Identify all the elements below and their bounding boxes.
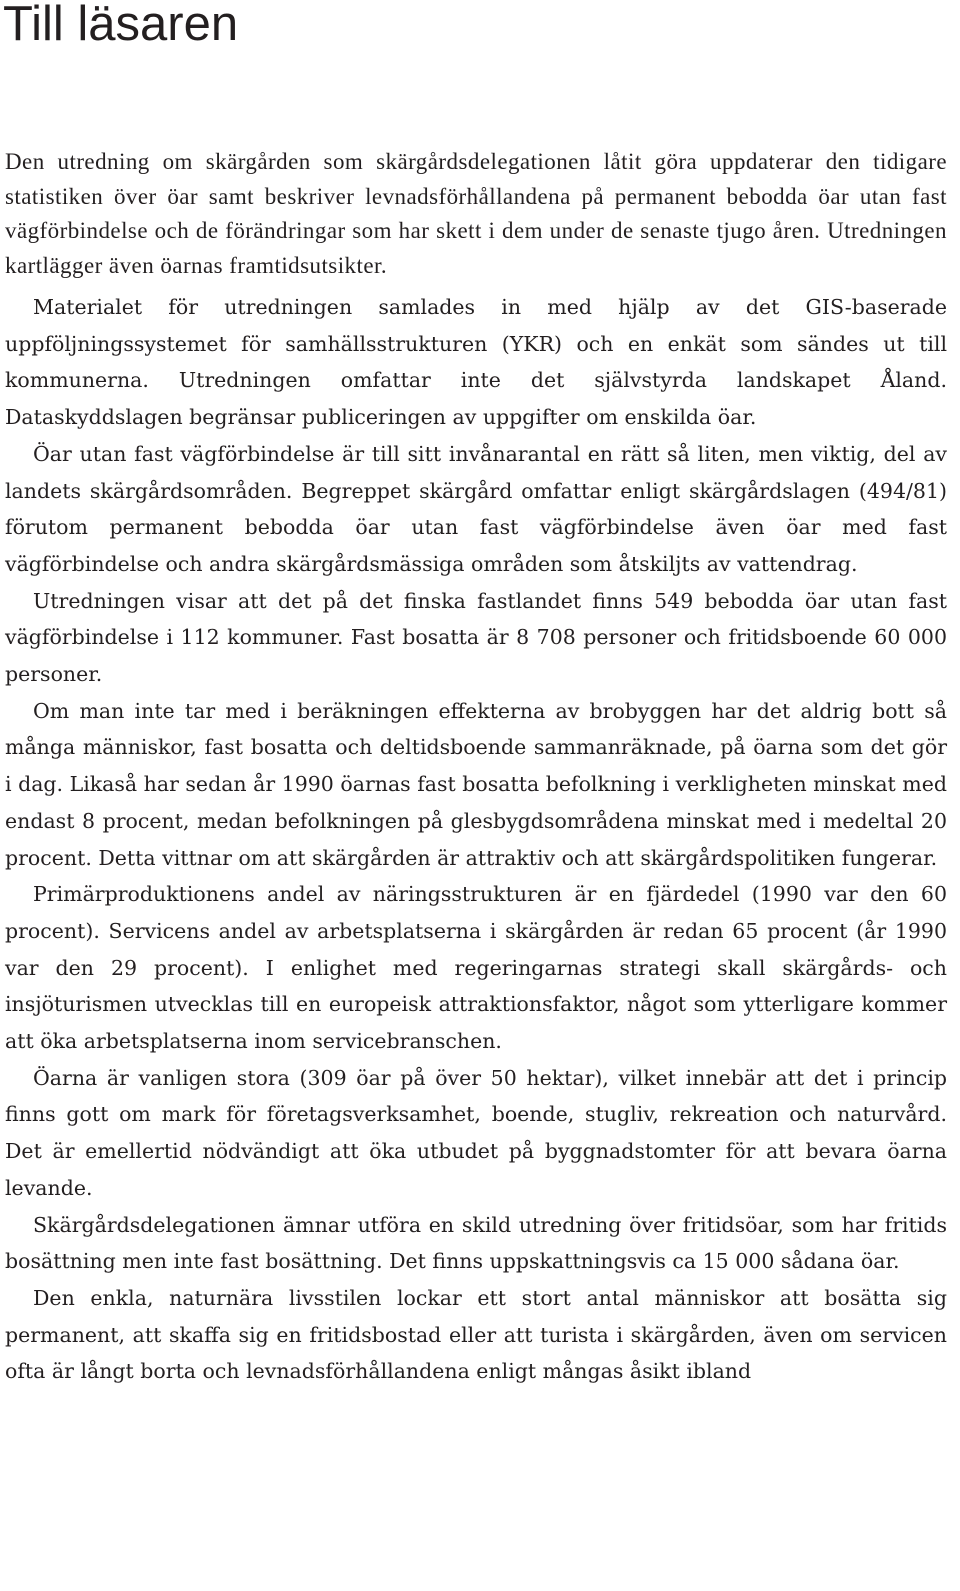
paragraph-lifestyle: Den enkla, naturnära livsstilen lockar ett stort antal människor att bosätta sig permanent, att skaffa sig en fritidsbostad eller att turista i skärgården, även om servicen ofta är långt borta och levnadsförhållandena enligt mångas åsikt ibland bbox=[5, 1285, 947, 1384]
paragraph-island-size: Öarna är vanligen stora (309 öar på över 50 hektar), vilket innebär att det i princip finns gott om mark för företagsverksamhet, boende, stugliv, rekreation och naturvård. Det är emellertid nödvändigt att öka utbudet på byggnadstomter för att bevara öarna levande. bbox=[5, 1065, 947, 1200]
paragraph-primary-production: Primärproduktionens andel av näringsstrukturen är en fjärdedel (1990 var den 60 procent). Servicens andel av arbetsplatserna i skärgården är redan 65 procent (år 1990 var den 29 procent). I enlighet med regeringarnas strategi skall skärgårds- och insjöturismen utvecklas till en europeisk attraktionsfaktor, något som ytterligare kommer att öka arbetsplatserna inom servicebranschen. bbox=[5, 882, 947, 1054]
paragraph-population: Om man inte tar med i beräkningen effekterna av brobyggen har det aldrig bott så många människor, fast bosatta och deltidsboende sammanräknade, på öarna som det gör i dag. Likaså har sedan år 1990 öarnas fast bosatta befolkning i verkligheten minskat med endast 8 procent, medan befolkningen på glesbygdsområdena minskat med i medeltal 20 procent. Detta vittnar om att skärgården är attraktiv och att skärgårdspolitiken fungerar. bbox=[5, 698, 947, 870]
paragraph-holiday-islands: Skärgårdsdelegationen ämnar utföra en skild utredning över fritidsöar, som har fritids bosättning men inte fast bosättning. Det finns uppskattningsvis ca 15 000 sådana öar. bbox=[5, 1212, 947, 1274]
paragraph-islands-definition: Öar utan fast vägförbindelse är till sitt invånarantal en rätt så liten, men viktig, del av landets skärgårdsområden. Begreppet skärgård omfattar enligt skärgårdslagen (494/81) förutom permanent bebodda öar utan fast vägförbindelse även öar med fast vägförbindelse och andra skärgårdsmässiga områden som åtskiljts av vattendrag. bbox=[5, 441, 947, 576]
page-title: Till läsaren bbox=[3, 0, 239, 51]
paragraph-island-count: Utredningen visar att det på det finska fastlandet finns 549 bebodda öar utan fast vägförbindelse i 112 kommuner. Fast bosatta är 8 708 personer och fritidsboende 60 000 personer. bbox=[5, 588, 947, 687]
body-text bbox=[5, 145, 947, 1390]
paragraph-materials: Materialet för utredningen samlades in med hjälp av det GIS-baserade uppföljningssystemet för samhällsstrukturen (YKR) och en enkät som sändes ut till kommunerna. Utredningen omfattar inte det självstyrda landskapet Åland. Dataskyddslagen begränsar publiceringen av uppgifter om enskilda öar. bbox=[5, 295, 947, 430]
intro-paragraph: Den utredning om skärgården som skärgårdsdelegationen låtit göra uppdaterar den tidigare statistiken över öar samt beskriver levnadsförhållandena på permanent bebodda öar utan fast vägförbindelse och de förändringar som har skett i dem under de senaste tjugo åren. Utredningen kartlägger även öarnas framtidsutsikter. bbox=[5, 149, 947, 278]
